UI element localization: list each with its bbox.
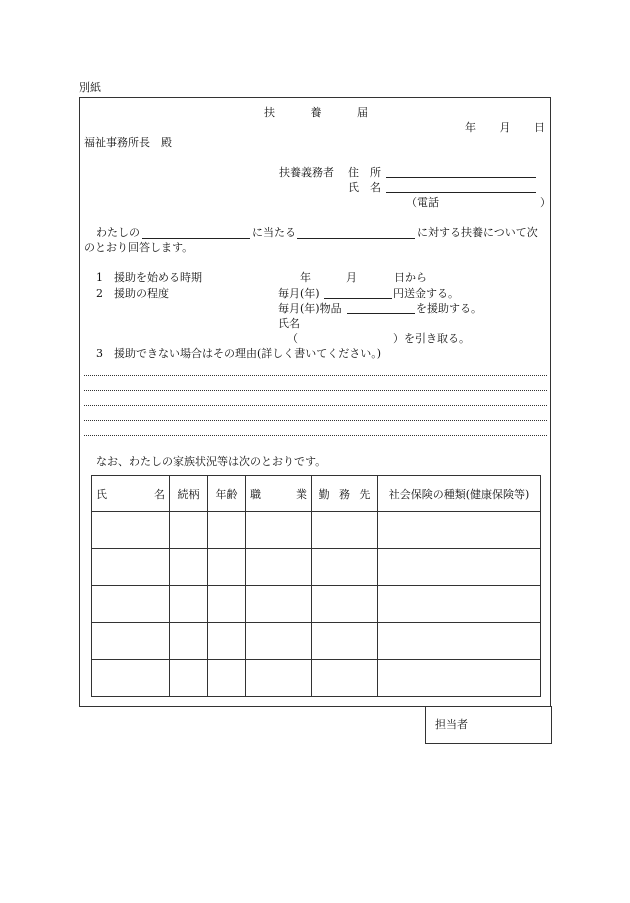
- cell-occupation[interactable]: [246, 660, 312, 697]
- item2-line2-post: を援助する。: [416, 302, 482, 315]
- item2-line4-open: （: [287, 332, 298, 345]
- family-intro: なお、わたしの家族状況等は次のとおりです。: [96, 455, 327, 468]
- cell-workplace[interactable]: [312, 660, 378, 697]
- cell-workplace[interactable]: [312, 586, 378, 623]
- header-workplace: 勤 務 先: [312, 476, 378, 512]
- cell-occupation[interactable]: [246, 586, 312, 623]
- name-label: 氏 名: [348, 181, 381, 194]
- cell-insurance[interactable]: [378, 512, 541, 549]
- cell-relation[interactable]: [170, 512, 208, 549]
- relationship-field[interactable]: [142, 226, 250, 239]
- cell-insurance[interactable]: [378, 623, 541, 660]
- item1-label: 1 援助を始める時期: [96, 271, 202, 284]
- remittance-amount-field[interactable]: [324, 286, 392, 299]
- date-year: 年: [465, 121, 476, 134]
- cell-relation[interactable]: [170, 660, 208, 697]
- item2-label: 2 援助の程度: [96, 287, 169, 300]
- cell-workplace[interactable]: [312, 512, 378, 549]
- header-age: 年齢: [208, 476, 246, 512]
- reason-line-1[interactable]: [84, 375, 547, 376]
- cell-age[interactable]: [208, 549, 246, 586]
- cell-age[interactable]: [208, 586, 246, 623]
- date-month: 月: [499, 121, 511, 134]
- header-occupation: 職 業: [246, 476, 312, 512]
- table-row: [92, 623, 541, 660]
- table-row: [92, 586, 541, 623]
- cell-age[interactable]: [208, 623, 246, 660]
- goods-field[interactable]: [347, 301, 415, 314]
- item2-line1-post: 円送金する。: [393, 287, 459, 300]
- cell-insurance[interactable]: [378, 586, 541, 623]
- reason-line-4[interactable]: [84, 420, 547, 421]
- intro-text-2: に当たる: [252, 226, 296, 239]
- cell-occupation[interactable]: [246, 512, 312, 549]
- addressee: 福祉事務所長 殿: [84, 136, 172, 149]
- obligor-label: 扶養義務者: [279, 166, 334, 179]
- title-char-2: 養: [310, 106, 322, 119]
- cell-workplace[interactable]: [312, 549, 378, 586]
- header-insurance: 社会保険の種類(健康保険等): [378, 476, 541, 512]
- item2-line4-post: ）を引き取る。: [393, 332, 470, 345]
- cell-workplace[interactable]: [312, 623, 378, 660]
- item1-year: 年: [300, 271, 311, 284]
- reason-line-5[interactable]: [84, 435, 547, 436]
- cell-occupation[interactable]: [246, 623, 312, 660]
- cell-name[interactable]: [92, 586, 170, 623]
- address-field[interactable]: [386, 165, 536, 178]
- reason-line-2[interactable]: [84, 390, 547, 391]
- date-line: [465, 121, 545, 135]
- cell-age[interactable]: [208, 660, 246, 697]
- table-row: [92, 660, 541, 697]
- intro-text-3: に対する扶養について次: [417, 226, 538, 239]
- recipient-field[interactable]: [297, 226, 415, 239]
- table-row: [92, 512, 541, 549]
- phone-close: ）: [540, 196, 551, 209]
- cell-age[interactable]: [208, 512, 246, 549]
- address-label: 住 所: [348, 166, 381, 179]
- title-char-3: 届: [357, 106, 368, 119]
- item3-label: 3 援助できない場合はその理由(詳しく書いてください。): [96, 347, 382, 360]
- cell-name[interactable]: [92, 549, 170, 586]
- staff-label: 担当者: [435, 718, 468, 731]
- item2-line1-pre: 毎月(年): [278, 287, 320, 300]
- cell-relation[interactable]: [170, 549, 208, 586]
- cell-insurance[interactable]: [378, 660, 541, 697]
- item1-month: 月: [346, 271, 357, 284]
- family-table: [91, 475, 541, 697]
- cell-name[interactable]: [92, 623, 170, 660]
- item2-line3: 氏名: [278, 317, 300, 330]
- date-day: 日: [534, 121, 545, 134]
- cell-name[interactable]: [92, 512, 170, 549]
- cell-relation[interactable]: [170, 623, 208, 660]
- phone-label: （電話: [406, 196, 439, 209]
- header-name: 氏 名: [92, 476, 170, 512]
- reason-line-3[interactable]: [84, 405, 547, 406]
- takein-name-field[interactable]: [297, 332, 393, 346]
- cell-name[interactable]: [92, 660, 170, 697]
- table-row: [92, 549, 541, 586]
- intro-text-4: のとおり回答します。: [84, 241, 194, 254]
- item1-day-from: 日から: [394, 271, 427, 284]
- name-field[interactable]: [386, 180, 536, 193]
- form-title: [264, 106, 368, 120]
- phone-field[interactable]: [452, 196, 522, 210]
- item2-line2-pre: 毎月(年)物品: [278, 302, 342, 315]
- title-char-1: 扶: [264, 106, 275, 119]
- family-table-header: [92, 476, 541, 512]
- cell-relation[interactable]: [170, 586, 208, 623]
- attachment-label: 別紙: [79, 81, 101, 94]
- header-relation: 続柄: [170, 476, 208, 512]
- cell-insurance[interactable]: [378, 549, 541, 586]
- cell-occupation[interactable]: [246, 549, 312, 586]
- intro-text-1: わたしの: [96, 226, 140, 239]
